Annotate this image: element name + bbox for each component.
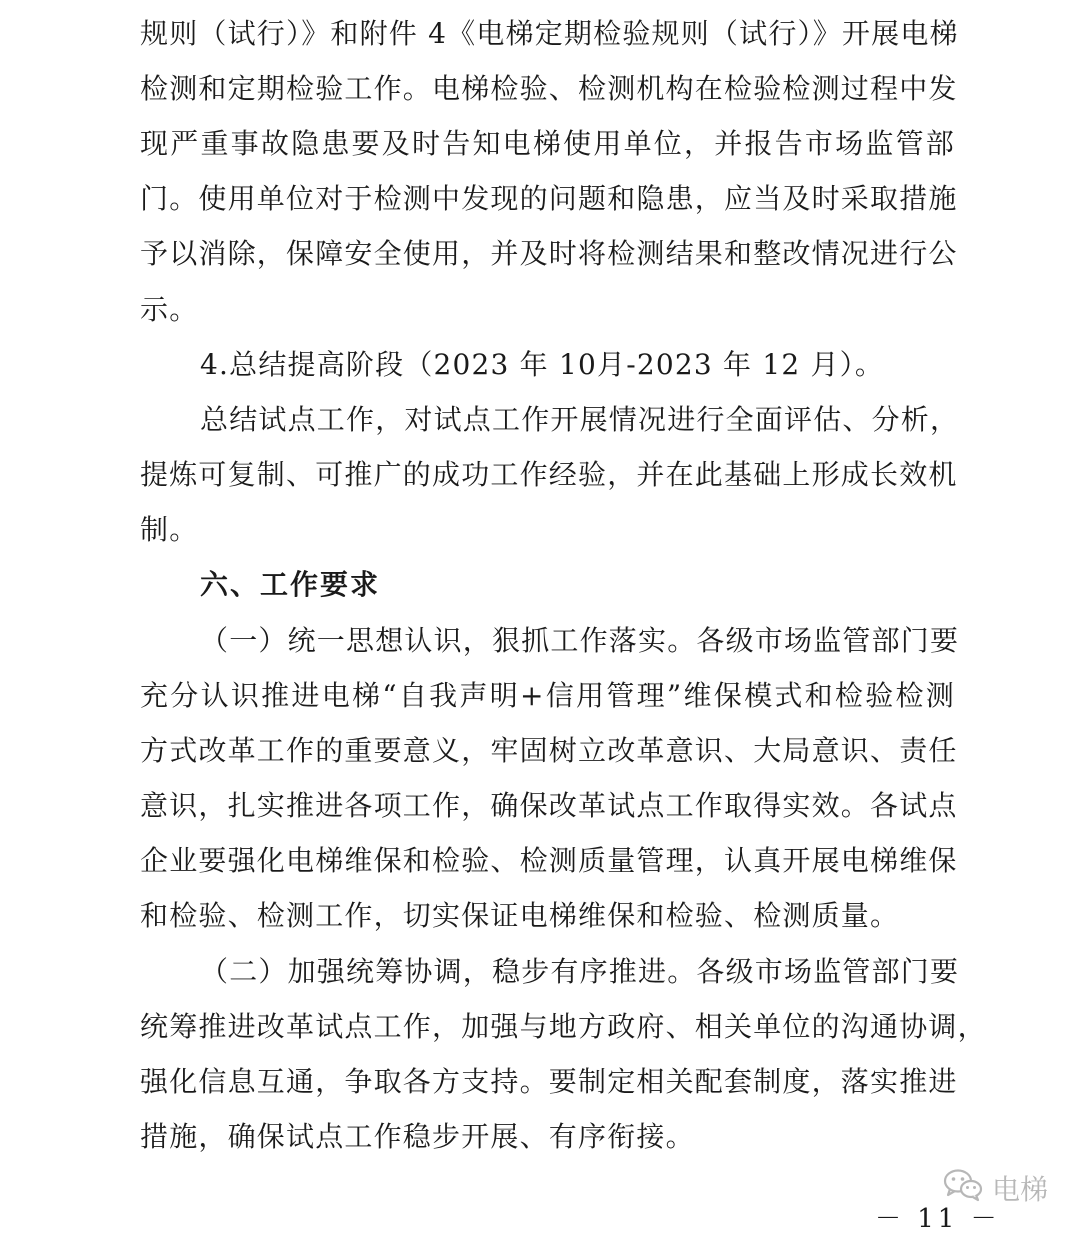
paragraph-line: （二）加强统筹协调，稳步有序推进。各级市场监管部门要 [200,955,960,988]
paragraph-line: 和检验、检测工作，切实保证电梯维保和检验、检测质量。 [140,899,900,932]
page-number: － 11 － [875,1204,1001,1234]
paragraph-line: 意识，扎实推进各项工作，确保改革试点工作取得实效。各试点 [140,789,958,822]
paragraph-line: 现严重事故隐患要及时告知电梯使用单位，并报告市场监管部 [140,127,955,160]
paragraph-line: 规则（试行）》和附件 4《电梯定期检验规则（试行）》开展电梯 [140,17,959,50]
watermark-text: 电梯 [992,1173,1049,1206]
paragraph-line: 检测和定期检验工作。电梯检验、检测机构在检验检测过程中发 [140,72,958,105]
paragraph-line: 门。使用单位对于检测中发现的问题和隐患，应当及时采取措施 [140,182,958,215]
paragraph-line: 予以消除，保障安全使用，并及时将检测结果和整改情况进行公 [140,237,958,270]
paragraph-line: 示。 [140,293,199,326]
paragraph-line: 企业要强化电梯维保和检验、检测质量管理，认真开展电梯维保 [140,844,958,877]
paragraph-line: 强化信息互通，争取各方支持。要制定相关配套制度，落实推进 [140,1065,958,1098]
paragraph-line: 总结试点工作，对试点工作开展情况进行全面评估、分析， [200,403,960,436]
paragraph-line: 提炼可复制、可推广的成功工作经验，并在此基础上形成长效机 [140,458,958,491]
paragraph-line: （一）统一思想认识，狠抓工作落实。各级市场监管部门要 [200,624,960,657]
paragraph-line: 措施，确保试点工作稳步开展、有序衔接。 [140,1120,695,1153]
section-heading: 六、工作要求 [200,568,381,601]
paragraph-line: 制。 [140,513,199,546]
phase-title: 4.总结提高阶段（2023 年 10月-2023 年 12 月）。 [200,348,885,381]
paragraph-line: 统筹推进改革试点工作，加强与地方政府、相关单位的沟通协调， [140,1010,987,1043]
paragraph-line: 充分认识推进电梯“自我声明+信用管理”维保模式和检验检测 [140,679,955,712]
paragraph-line: 方式改革工作的重要意义，牢固树立改革意识、大局意识、责任 [140,734,958,767]
